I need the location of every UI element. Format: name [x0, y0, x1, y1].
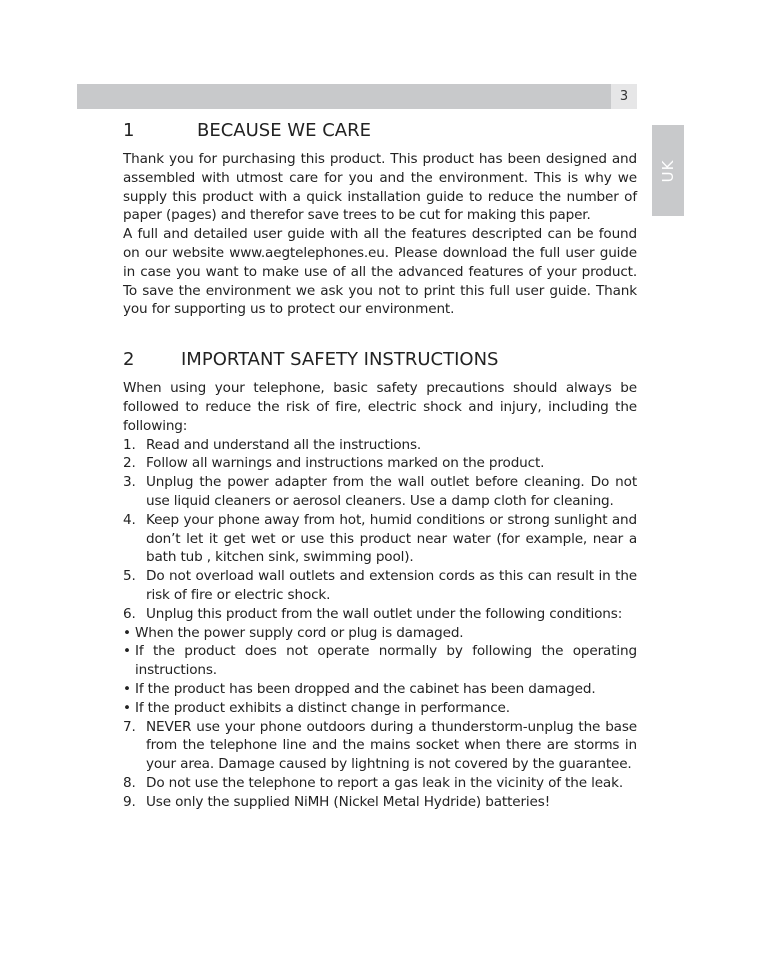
list-item: 5. Do not overload wall outlets and extension cords as this can result in the risk of fire or electric shock. [123, 568, 637, 603]
language-tab-label: UK [659, 159, 677, 182]
safety-list-continued [123, 718, 637, 812]
page-number: 3 [611, 84, 637, 109]
list-item: 4. Keep your phone away from hot, humid conditions or strong sunlight and don’t let it get wet or use this product near water (for example, near a bath tub , kitchen sink, swimming pool). [123, 511, 637, 566]
conditions-list [123, 624, 637, 718]
list-item: 1. Read and understand all the instructions. [123, 436, 422, 453]
list-item: 3. Unplug the power adapter from the wall outlet before cleaning. Do not use liquid cleaners or aerosol cleaners. Use a damp cloth for cleaning. [123, 474, 637, 509]
list-item: 6. Unplug this product from the wall outlet under the following conditions: [123, 605, 623, 622]
bullet-item: • When the power supply cord or plug is damaged. [123, 624, 637, 643]
section-1-title: BECAUSE WE CARE [197, 120, 371, 141]
list-item: 9. Use only the supplied NiMH (Nickel Metal Hydride) batteries! [123, 793, 551, 810]
bullet-item: • If the product has been dropped and the cabinet has been damaged. [123, 680, 637, 699]
list-item: 8. Do not use the telephone to report a gas leak in the vicinity of the leak. [123, 774, 624, 791]
page-content [123, 118, 637, 812]
language-tab [652, 125, 684, 216]
bullet-item: • If the product exhibits a distinct change in performance. [123, 699, 637, 718]
header-bar [77, 84, 611, 109]
section-1-paragraph-1: Thank you for purchasing this product. This product has been designed and assembled with utmost care for you and the environment. This is why we supply this product with a quick installation guide to reduce the number of paper (pages) and therefor save trees to be cut for making this paper. [123, 151, 637, 224]
safety-list [123, 436, 637, 624]
list-item: 2. Follow all warnings and instructions marked on the product. [123, 455, 545, 472]
section-1-number: 1 [123, 120, 135, 141]
section-1-heading [123, 118, 637, 144]
section-2-number: 2 [123, 349, 135, 371]
section-2-title: IMPORTANT SAFETY INSTRUCTIONS [181, 349, 499, 371]
section-2-heading [123, 347, 637, 373]
section-1-paragraph-2: A full and detailed user guide with all the features descripted can be found on our website www.aegtelephones.eu. Please download the full user guide in case you want to make use of all the advanced features of your product. To save the environment we ask you not to print this full user guide. Thank you for supporting us to protect our environment. [123, 226, 637, 318]
section-2-intro: When using your telephone, basic safety precautions should always be followed to reduce the risk of fire, electric shock and injury, including the following: [123, 380, 637, 434]
list-item: 7. NEVER use your phone outdoors during a thunderstorm-unplug the base from the telephone line and the mains socket when there are storms in your area. Damage caused by lightning is not covered by the guarantee. [123, 718, 637, 773]
bullet-item: • If the product does not operate normally by following the operating instructions. [123, 642, 637, 680]
